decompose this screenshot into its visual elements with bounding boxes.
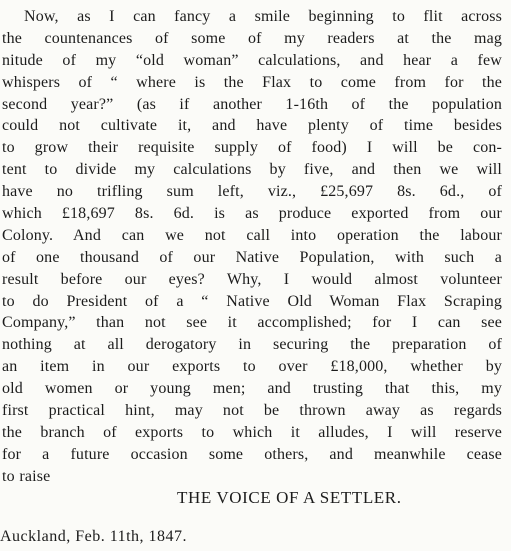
text-line: first practical hint, may not be thrown away as regards [2, 402, 502, 420]
dateline: Auckland, Feb. 11th, 1847. [0, 528, 188, 545]
text-line: the countenances of some of my readers at the mag [2, 29, 502, 47]
text-line: tent to divide my calculations by five, and then we will [2, 161, 502, 179]
text-line: which £18,697 8s. 6d. is as produce exported from our [2, 205, 502, 223]
signature: THE VOICE OF A SETTLER. [177, 488, 402, 507]
text-line: to grow their requisite supply of food) I will be con- [2, 139, 502, 157]
text-line: have no trifling sum left, viz., £25,697 8s. 6d., of [2, 183, 502, 201]
text-line: to do President of a “ Native Old Woman Flax Scraping [2, 292, 502, 310]
text-line: Company,” than not see it accomplished; for I can see [2, 314, 502, 332]
letter-body [2, 6, 502, 488]
text-line: whispers of “ where is the Flax to come from for the [2, 73, 502, 91]
text-line: result before our eyes? Why, I would almost volunteer [2, 270, 502, 288]
text-line: Now, as I can fancy a smile beginning to flit across [24, 8, 502, 25]
text-line: Colony. And can we not call into operation the labour [2, 226, 502, 244]
text-line: nitude of my “old woman” calculations, and hear a few [2, 51, 502, 69]
text-line: for a future occasion some others, and meanwhile cease [2, 445, 502, 463]
text-line: nothing at all derogatory in securing the preparation of [2, 336, 502, 354]
text-line: second year?” (as if another 1-16th of the population [2, 95, 502, 113]
text-line: could not cultivate it, and have plenty of time besides [2, 117, 502, 135]
text-line: an item in our exports to over £18,000, whether by [2, 358, 502, 376]
text-line: old women or young men; and trusting that this, my [2, 380, 502, 398]
text-line: to raise [2, 467, 51, 485]
text-line: of one thousand of our Native Population, with such a [2, 248, 502, 266]
text-line: the branch of exports to which it alludes, I will reserve [2, 423, 502, 441]
